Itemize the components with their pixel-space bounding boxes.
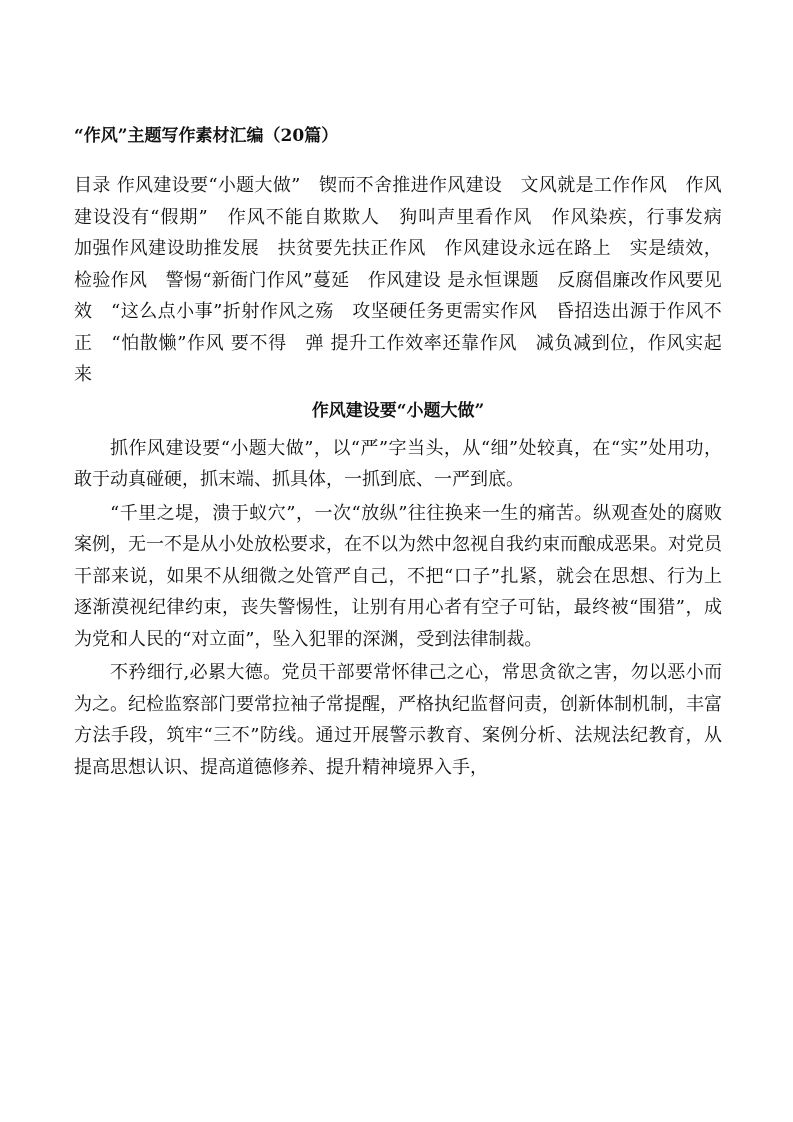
document-page <box>74 122 741 785</box>
body-paragraph-1: 抓作风建设要“小题大做”，以“严”字当头，从“细”处较真，在“实”处用功，敢于动真碰硬，抓末端、抓具体，一抓到底、一严到底。 <box>74 437 722 490</box>
section-heading: 作风建设要“小题大做” <box>311 400 485 421</box>
toc-label: 目录 <box>74 175 111 196</box>
table-of-contents <box>74 170 741 391</box>
toc-entries: 作风建设要“小题大做” 锲而不舍推进作风建设 文风就是工作作风 作风建设没有“假期” 作风不能自欺欺人 狗叫声里看作风 作风染疾，行事发病 加强作风建设助推发展 扶贫要先扶正作风 作风建设永远在路上 实是绩效，检验作风 警惕“新衙门作风”蔓延 作风建设 是永恒课题 反腐倡廉改作风要见效 “这么点小事”折射作风之殇 攻坚硬任务更需实作风 昏招迭出源于作风不正 “怕散懒”作风 要不得 弹 提升工作效率还靠作风 减负减到位，作风实起来 <box>74 175 741 385</box>
document-title: “作风”主题写作素材汇编（20篇） <box>74 126 339 146</box>
body-paragraph-3: 不矜细行,必累大德。党员干部要常怀律己之心，常思贪欲之害，勿以恶小而为之。纪检监察部门要常拉袖子常提醒，严格执纪监督问责，创新体制机制，丰富方法手段，筑牢“三不”防线。通过开展警示教育、案例分析、法规法纪教育，从提高思想认识、提高道德修养、提升精神境界入手， <box>74 662 722 778</box>
body-paragraph-2: “千里之堤，溃于蚁穴”，一次“放纵”往往换来一生的痛苦。纵观查处的腐败案例，无一不是从小处放松要求，在不以为然中忽视自我约束而酿成恶果。对党员干部来说，如果不从细微之处管严自己，不把“口子”扎紧，就会在思想、行为上逐渐漠视纪律约束，丧失警惕性，让别有用心者有空子可钻，最终被“围猎”，成为党和人民的“对立面”，坠入犯罪的深渊，受到法律制裁。 <box>74 502 722 650</box>
